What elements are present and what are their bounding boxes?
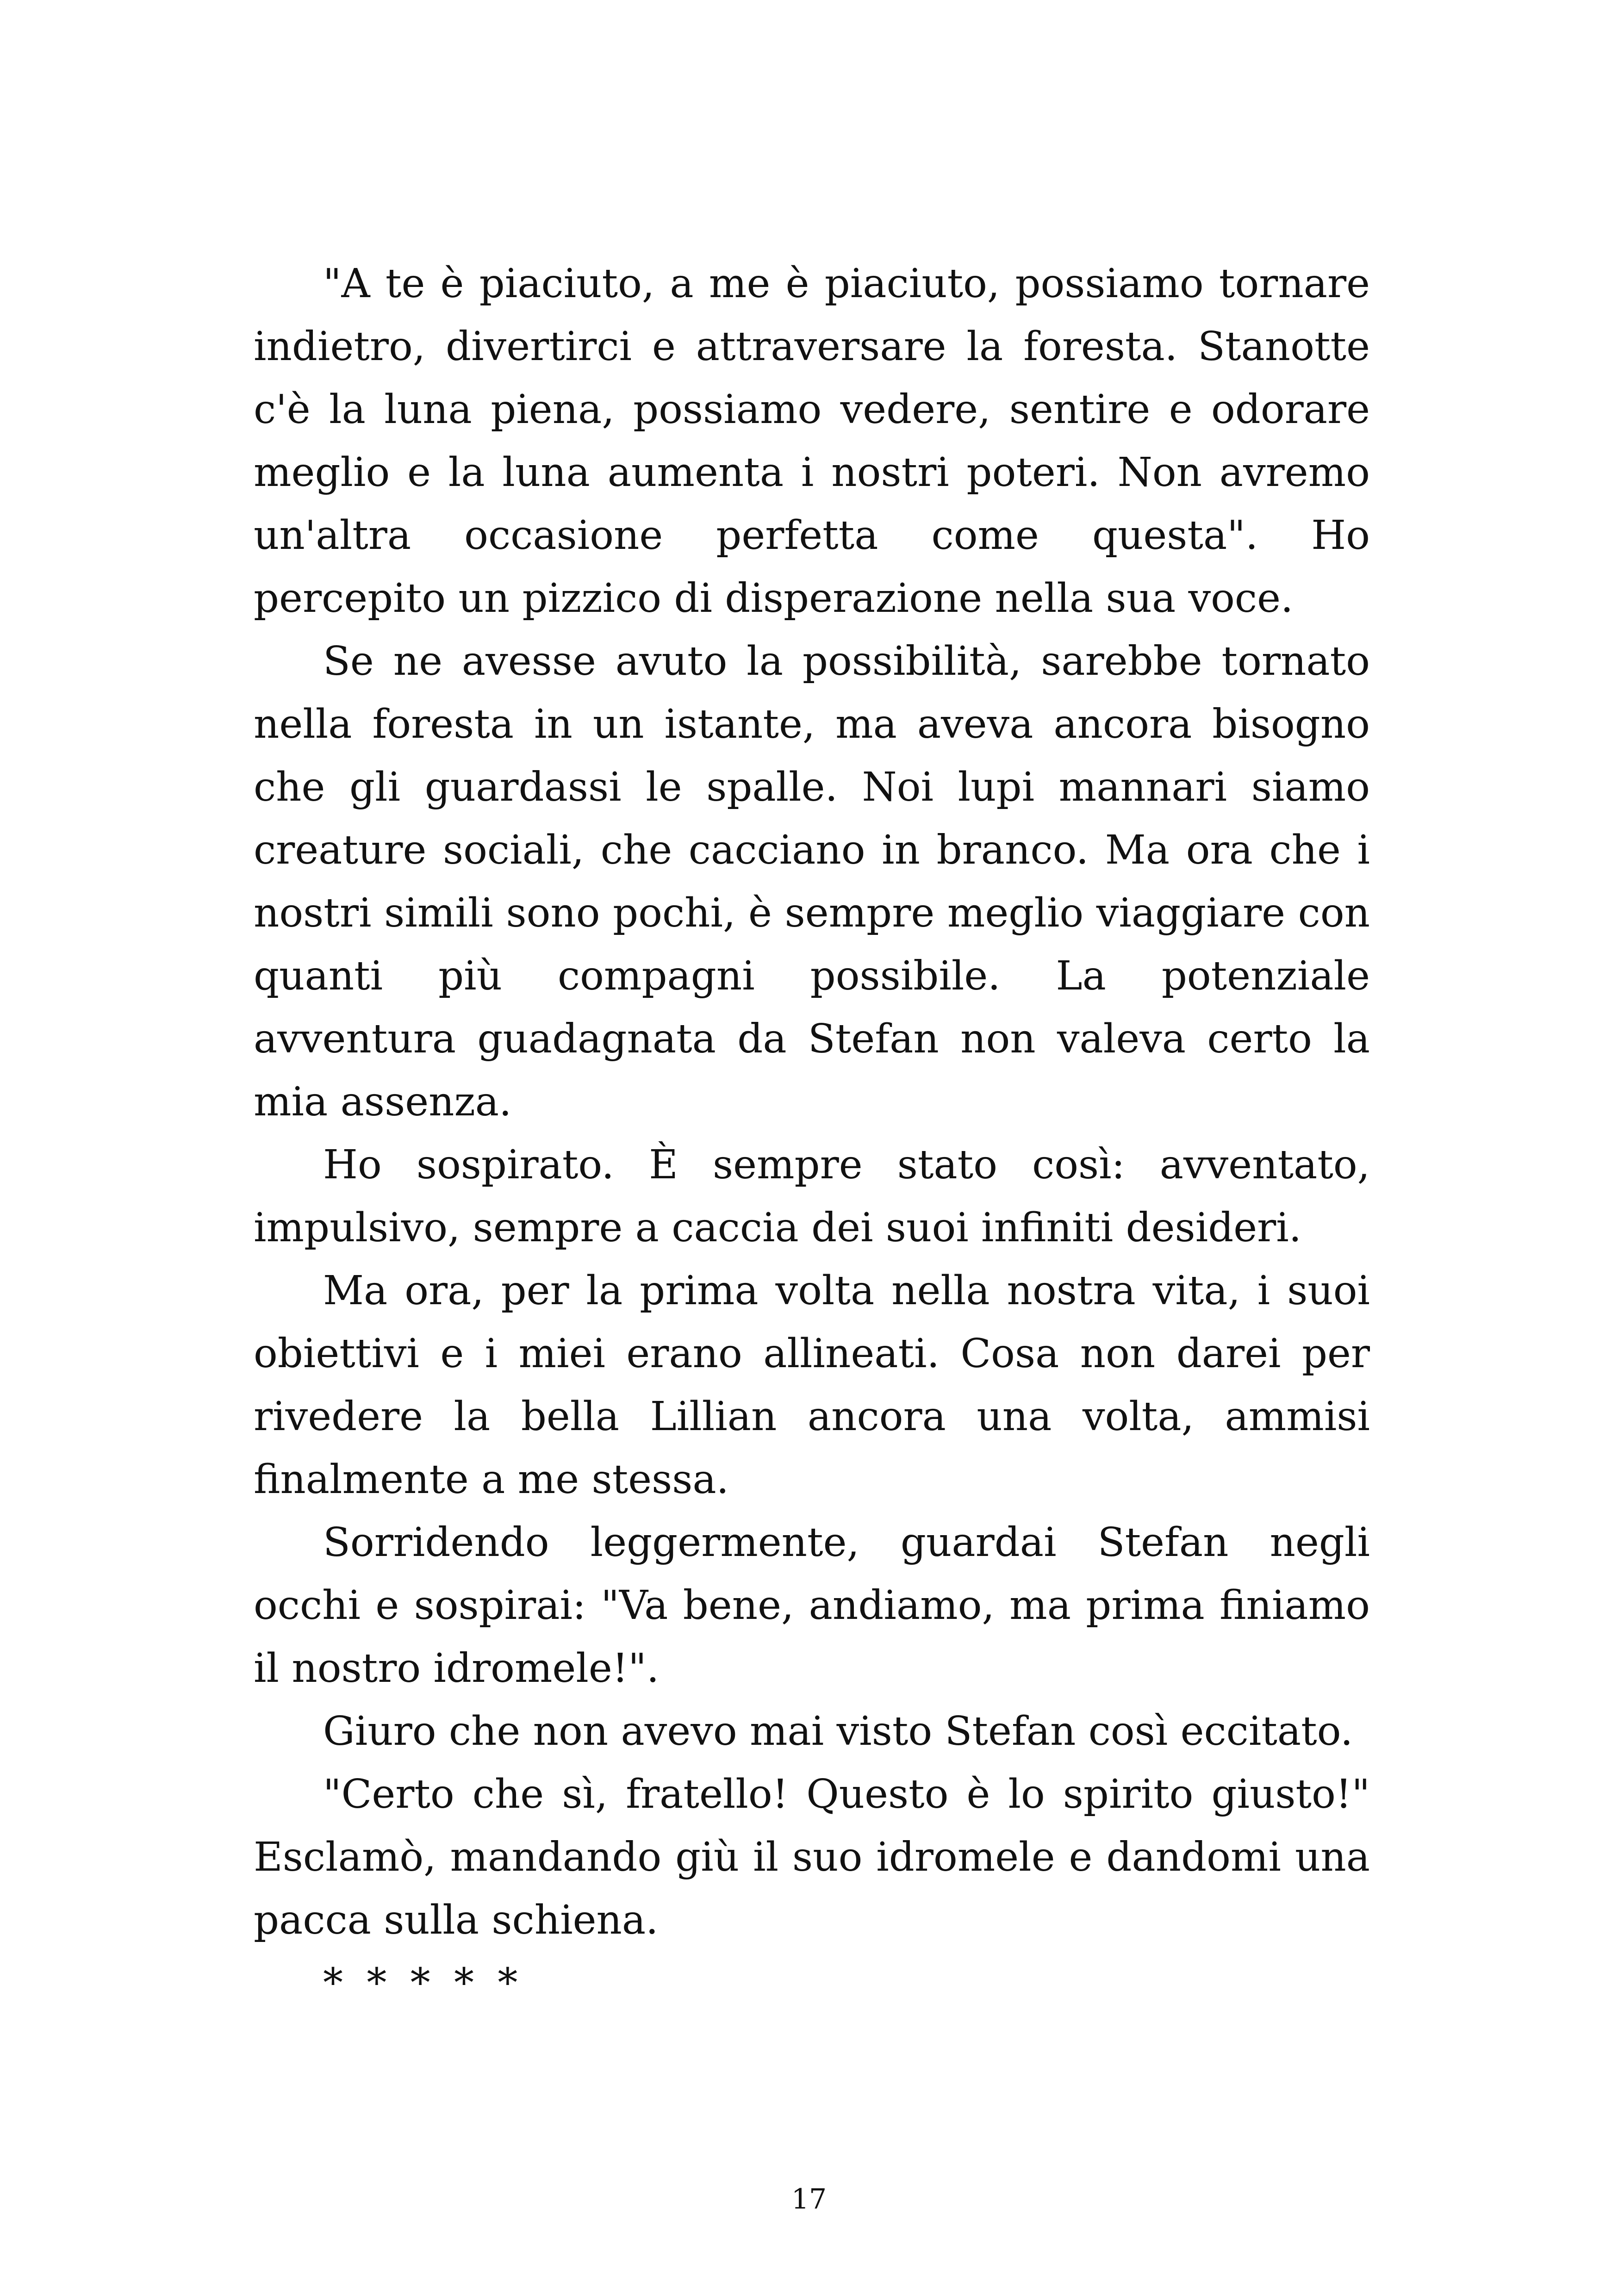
paragraph: Se ne avesse avuto la possibilità, sarebbe tornato nella foresta in un istante, ma aveva ancora bisogno che gli guardassi le spalle. Noi lupi mannari siamo creature sociali, che cacciano in branco. Ma ora che i nostri simili sono pochi, è sempre meglio viaggiare con quanti più compagni possibile. La potenziale avventura guadagnata da Stefan non valeva certo la mia assenza. [254, 638, 1370, 1125]
paragraph: Giuro che non avevo mai visto Stefan così eccitato. [323, 1708, 1353, 1755]
body-text [254, 252, 1370, 2015]
paragraph: "Certo che sì, fratello! Questo è lo spirito giusto!" Esclamò, mandando giù il suo idromele e dandomi una pacca sulla schiena. [254, 1771, 1370, 1943]
section-separator: * * * * * [323, 1960, 523, 2006]
paragraph: Ma ora, per la prima volta nella nostra vita, i suoi obiettivi e i miei erano allineati. Cosa non darei per rivedere la bella Lillian ancora una volta, ammisi finalmente a me stessa. [254, 1268, 1370, 1503]
paragraph: Ho sospirato. È sempre stato così: avventato, impulsivo, sempre a caccia dei suoi infiniti desideri. [254, 1142, 1370, 1251]
paragraph: "A te è piaciuto, a me è piaciuto, possiamo tornare indietro, divertirci e attraversare la foresta. Stanotte c'è la luna piena, possiamo vedere, sentire e odorare meglio e la luna aumenta i nostri poteri. Non avremo un'altra occasione perfetta come questa". Ho percepito un pizzico di disperazione nella sua voce. [254, 261, 1370, 622]
paragraph: Sorridendo leggermente, guardai Stefan negli occhi e sospirai: "Va bene, andiamo, ma prima finiamo il nostro idromele!". [254, 1519, 1370, 1692]
page-number: 17 [791, 2183, 827, 2215]
